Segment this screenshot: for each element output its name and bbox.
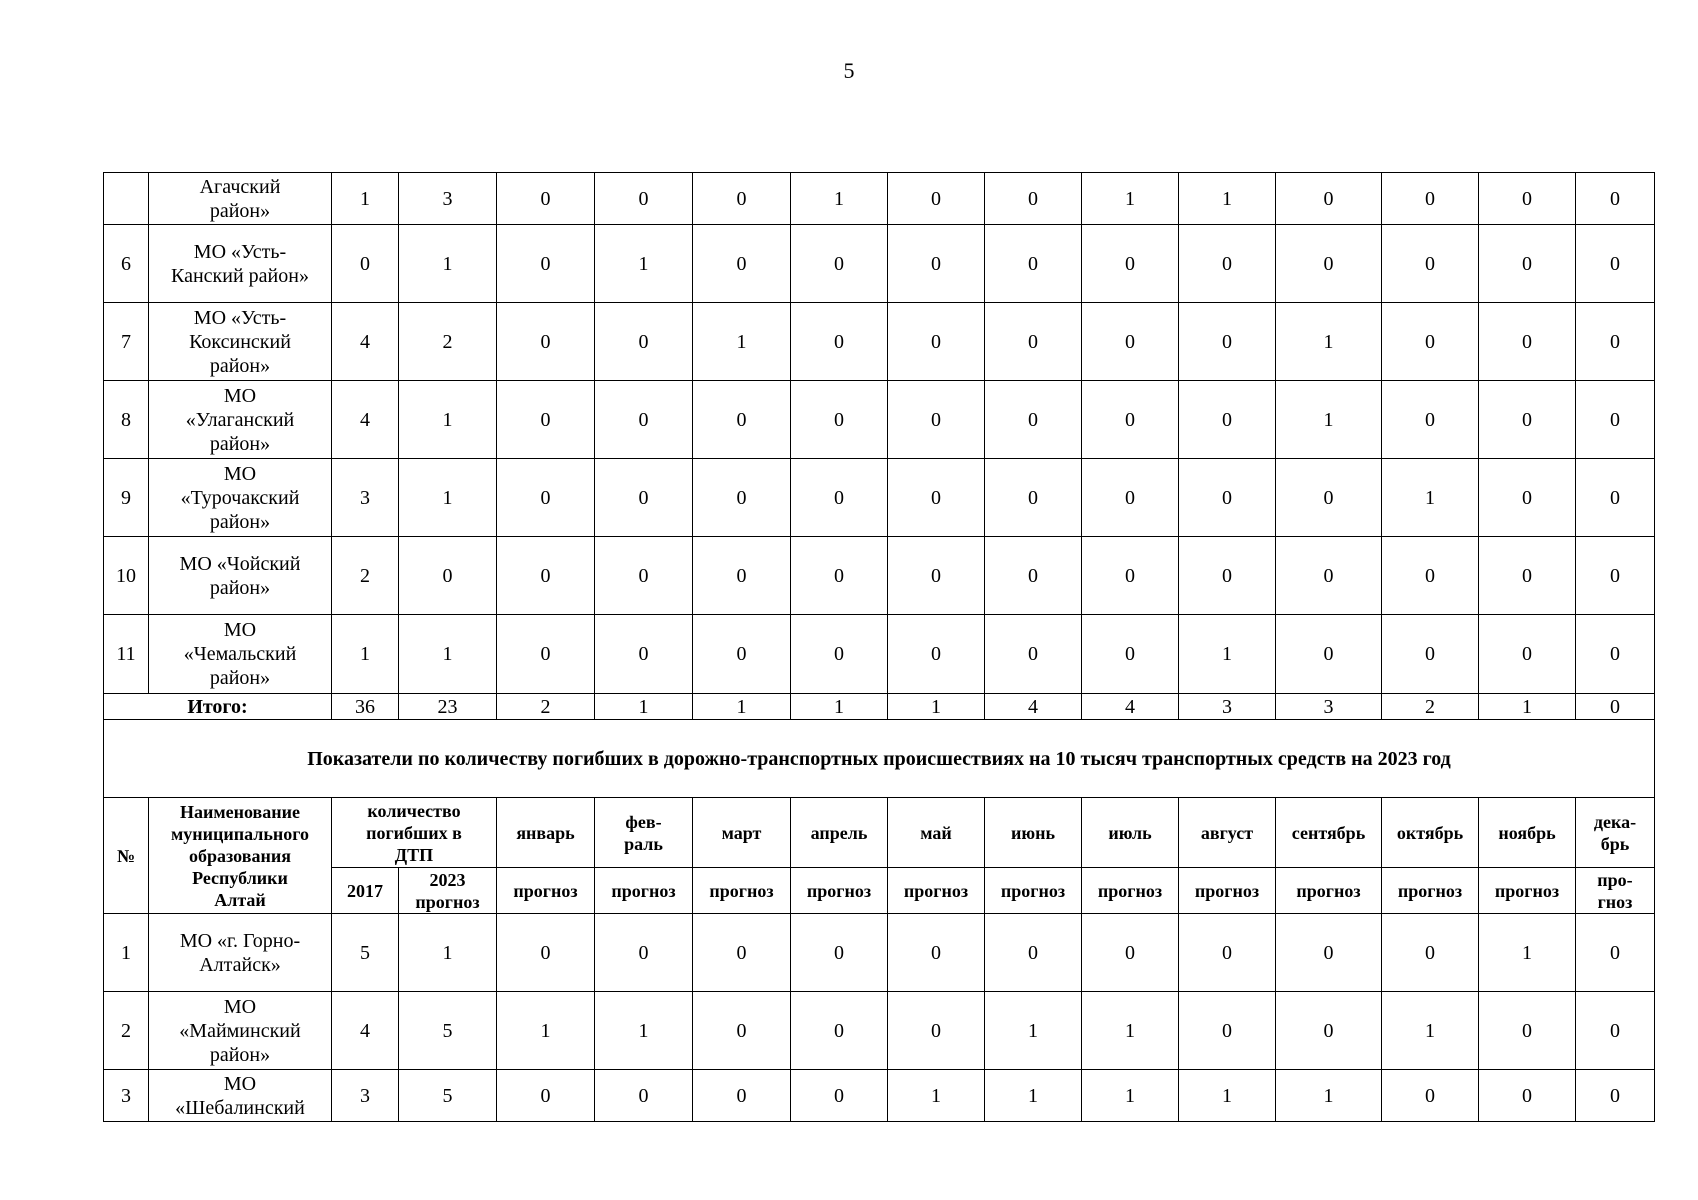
municipality-name-line: МО «г. Горно- (179, 929, 301, 952)
value-cell: 0 (1576, 537, 1655, 615)
header-month-line: октябрь (1396, 822, 1464, 843)
value-cell: 1 (497, 992, 595, 1070)
header-municipality-line: Наименование (180, 801, 300, 822)
value-cell: 1 (595, 992, 693, 1070)
total-value: 3 (1179, 694, 1276, 720)
header-forecast-line: про- (1597, 869, 1633, 890)
municipality-name-line: район» (209, 432, 271, 455)
municipality-name-line: МО «Усть- (193, 306, 287, 329)
header-year-2023-line: 2023 (429, 869, 466, 890)
value-cell: 1 (693, 303, 791, 381)
municipality-name (149, 459, 332, 537)
value-cell: 0 (1382, 1070, 1479, 1122)
value-cell: 1 (1382, 992, 1479, 1070)
value-cell: 0 (497, 225, 595, 303)
value-cell: 0 (1479, 173, 1576, 225)
total-value: 4 (1082, 694, 1179, 720)
header-month (985, 798, 1082, 868)
municipality-name-line: район» (209, 667, 271, 689)
value-cell: 0 (1479, 225, 1576, 303)
municipality-name-line: район» (209, 510, 271, 533)
section-title: Показатели по количеству погибших в дорожно-транспортных происшествиях на 10 тысяч транспортных средств на 2023 год (104, 720, 1655, 798)
value-cell: 0 (1179, 992, 1276, 1070)
value-cell: 0 (888, 225, 985, 303)
row-number: 7 (104, 303, 149, 381)
value-cell: 1 (1082, 992, 1179, 1070)
value-cell: 0 (1179, 459, 1276, 537)
value-cell: 0 (1382, 914, 1479, 992)
municipality-name (149, 303, 332, 381)
total-value: 0 (1576, 694, 1655, 720)
header-month (497, 798, 595, 868)
row-number: 2 (104, 992, 149, 1070)
value-cell: 1 (399, 914, 497, 992)
value-cell: 0 (888, 537, 985, 615)
value-cell: 0 (888, 303, 985, 381)
header-month-line: брь (1600, 833, 1630, 854)
header-deaths (332, 798, 497, 868)
municipality-name-line: «Чемальский (183, 643, 297, 665)
value-cell: 0 (1479, 303, 1576, 381)
value-cell: 5 (399, 992, 497, 1070)
value-cell: 0 (1179, 537, 1276, 615)
municipality-name-line: Канский район» (171, 264, 309, 287)
municipality-name (149, 992, 332, 1070)
value-cell: 0 (985, 303, 1082, 381)
header-forecast: прогноз (791, 868, 888, 914)
value-cell: 0 (1276, 173, 1382, 225)
municipality-name-line: МО «Чойский (179, 552, 301, 575)
header-municipality-line: Республики (192, 867, 288, 888)
header-forecast-line: гноз (1597, 891, 1633, 912)
value-cell: 0 (693, 459, 791, 537)
municipality-name-line: район» (209, 199, 271, 222)
value-cell: 0 (791, 381, 888, 459)
header-month-line: дека- (1593, 811, 1637, 832)
value-cell: 0 (1479, 537, 1576, 615)
value-cell: 0 (595, 459, 693, 537)
value-cell: 0 (595, 537, 693, 615)
value-cell: 1 (1179, 615, 1276, 694)
value-cell: 0 (399, 537, 497, 615)
municipality-name (149, 225, 332, 303)
header-municipality (149, 798, 332, 914)
value-cell: 0 (693, 992, 791, 1070)
municipality-name-line: Коксинский (189, 330, 291, 353)
value-cell: 0 (595, 173, 693, 225)
value-cell: 0 (985, 914, 1082, 992)
header-forecast: прогноз (595, 868, 693, 914)
header-forecast: прогноз (1479, 868, 1576, 914)
value-cell: 0 (888, 615, 985, 694)
value-cell: 0 (791, 459, 888, 537)
value-cell: 1 (1479, 914, 1576, 992)
value-cell: 0 (693, 173, 791, 225)
value-cell: 0 (332, 225, 399, 303)
header-month (791, 798, 888, 868)
header-subrow (104, 868, 1655, 914)
header-month (595, 798, 693, 868)
header-month-line: раль (624, 833, 663, 854)
value-cell: 0 (1382, 537, 1479, 615)
value-cell: 0 (1082, 381, 1179, 459)
header-forecast: прогноз (1082, 868, 1179, 914)
value-cell: 0 (1382, 225, 1479, 303)
value-cell: 0 (1082, 537, 1179, 615)
value-cell: 1 (791, 173, 888, 225)
total-row (104, 694, 1655, 720)
value-cell: 0 (985, 459, 1082, 537)
value-cell: 0 (791, 303, 888, 381)
header-forecast: прогноз (1276, 868, 1382, 914)
municipality-name-line: район» (209, 1043, 271, 1066)
value-cell: 0 (1276, 459, 1382, 537)
municipality-name (149, 173, 332, 225)
value-cell: 0 (1382, 173, 1479, 225)
value-cell: 0 (1276, 914, 1382, 992)
table-row (104, 381, 1655, 459)
value-cell: 0 (1479, 459, 1576, 537)
municipality-name-line: Алтайск» (199, 953, 281, 976)
value-cell: 0 (595, 1070, 693, 1122)
value-cell: 0 (888, 992, 985, 1070)
total-value: 2 (1382, 694, 1479, 720)
header-forecast: прогноз (888, 868, 985, 914)
municipality-name-line: Агачский (199, 175, 281, 198)
total-value: 1 (595, 694, 693, 720)
value-cell: 0 (1082, 914, 1179, 992)
value-cell: 0 (1576, 914, 1655, 992)
header-month-line: июнь (1010, 822, 1055, 843)
value-cell: 0 (888, 381, 985, 459)
value-cell: 0 (985, 173, 1082, 225)
value-cell: 0 (1576, 459, 1655, 537)
value-cell: 0 (888, 173, 985, 225)
municipality-name-line: «Шебалинский (175, 1096, 305, 1119)
value-cell: 1 (1179, 173, 1276, 225)
value-cell: 1 (595, 225, 693, 303)
table-row (104, 303, 1655, 381)
value-cell: 0 (985, 615, 1082, 694)
value-cell: 0 (1082, 615, 1179, 694)
value-cell: 0 (791, 1070, 888, 1122)
header-year-2023 (399, 868, 497, 914)
value-cell: 0 (1576, 173, 1655, 225)
value-cell: 0 (888, 914, 985, 992)
header-row (104, 798, 1655, 868)
value-cell: 0 (693, 537, 791, 615)
total-value: 4 (985, 694, 1082, 720)
value-cell: 1 (399, 225, 497, 303)
header-month-line: июль (1108, 822, 1152, 843)
total-value: 3 (1276, 694, 1382, 720)
value-cell: 1 (1276, 1070, 1382, 1122)
value-cell: 0 (497, 1070, 595, 1122)
value-cell: 0 (497, 303, 595, 381)
value-cell: 0 (497, 459, 595, 537)
municipality-name-line: МО (223, 462, 257, 485)
header-month (1479, 798, 1576, 868)
municipality-name-line: МО (223, 995, 257, 1018)
value-cell: 0 (888, 459, 985, 537)
header-number: № (104, 798, 149, 914)
statistics-table (103, 172, 1655, 1122)
value-cell: 1 (1179, 1070, 1276, 1122)
total-value: 36 (332, 694, 399, 720)
value-cell: 0 (1382, 381, 1479, 459)
row-number: 3 (104, 1070, 149, 1122)
header-forecast: прогноз (985, 868, 1082, 914)
value-cell: 1 (1382, 459, 1479, 537)
municipality-name-line: МО «Усть- (193, 240, 287, 263)
row-number: 11 (104, 615, 149, 694)
value-cell: 0 (791, 992, 888, 1070)
value-cell: 0 (1276, 992, 1382, 1070)
value-cell: 0 (985, 225, 1082, 303)
page-number: 5 (843, 58, 855, 83)
municipality-name (149, 537, 332, 615)
value-cell: 0 (693, 1070, 791, 1122)
row-number: 9 (104, 459, 149, 537)
value-cell: 1 (985, 992, 1082, 1070)
header-month-line: апрель (810, 822, 868, 843)
value-cell: 1 (1082, 173, 1179, 225)
total-value: 1 (888, 694, 985, 720)
municipality-name-line: МО (223, 1072, 257, 1095)
total-value: 2 (497, 694, 595, 720)
value-cell: 0 (791, 615, 888, 694)
municipality-name-line: МО (223, 384, 257, 407)
value-cell: 1 (399, 459, 497, 537)
header-month (1276, 798, 1382, 868)
table-row (104, 992, 1655, 1070)
municipality-name (149, 381, 332, 459)
header-municipality-line: Алтай (214, 889, 266, 910)
value-cell: 0 (595, 914, 693, 992)
row-number: 10 (104, 537, 149, 615)
value-cell: 1 (399, 615, 497, 694)
value-cell: 1 (1082, 1070, 1179, 1122)
table-row (104, 225, 1655, 303)
value-cell: 0 (595, 381, 693, 459)
value-cell: 0 (1479, 615, 1576, 694)
total-value: 1 (791, 694, 888, 720)
value-cell: 1 (888, 1070, 985, 1122)
value-cell: 1 (1276, 381, 1382, 459)
header-month (1576, 798, 1655, 868)
value-cell: 0 (1576, 381, 1655, 459)
value-cell: 0 (1576, 303, 1655, 381)
header-forecast: прогноз (1382, 868, 1479, 914)
header-forecast: прогноз (693, 868, 791, 914)
header-forecast (1576, 868, 1655, 914)
header-month-line: сентябрь (1291, 822, 1366, 843)
value-cell: 0 (595, 303, 693, 381)
header-month-line: май (920, 822, 952, 843)
value-cell: 0 (1276, 537, 1382, 615)
header-month (1179, 798, 1276, 868)
section-title-row (104, 720, 1655, 798)
header-forecast: прогноз (497, 868, 595, 914)
value-cell: 3 (332, 1070, 399, 1122)
header-municipality-line: образования (189, 845, 291, 866)
total-label: Итого: (104, 694, 332, 720)
table-row (104, 914, 1655, 992)
municipality-name (149, 615, 332, 694)
municipality-name-line: «Майминский (179, 1019, 301, 1042)
row-number: 6 (104, 225, 149, 303)
value-cell: 0 (1276, 225, 1382, 303)
municipality-name (149, 1070, 332, 1122)
value-cell: 0 (1179, 225, 1276, 303)
header-year-2023-line: прогноз (415, 891, 480, 912)
value-cell: 3 (332, 459, 399, 537)
value-cell: 4 (332, 381, 399, 459)
value-cell: 0 (791, 225, 888, 303)
value-cell: 1 (985, 1070, 1082, 1122)
header-deaths-line: количество (367, 800, 461, 821)
row-number: 1 (104, 914, 149, 992)
value-cell: 4 (332, 303, 399, 381)
value-cell: 0 (1479, 992, 1576, 1070)
value-cell: 0 (1179, 914, 1276, 992)
value-cell: 0 (1576, 615, 1655, 694)
header-month-line: март (721, 822, 762, 843)
municipality-name (149, 914, 332, 992)
value-cell: 0 (1576, 992, 1655, 1070)
municipality-name-line: район» (209, 576, 271, 599)
value-cell: 5 (332, 914, 399, 992)
value-cell: 0 (1276, 615, 1382, 694)
value-cell: 0 (1382, 303, 1479, 381)
row-number: 8 (104, 381, 149, 459)
header-month-line: январь (516, 822, 575, 843)
value-cell: 0 (791, 537, 888, 615)
municipality-name-line: «Турочакский (180, 486, 300, 509)
value-cell: 0 (1179, 303, 1276, 381)
value-cell: 0 (1082, 225, 1179, 303)
value-cell: 0 (1179, 381, 1276, 459)
header-year-2017: 2017 (332, 868, 399, 914)
header-month (888, 798, 985, 868)
value-cell: 1 (399, 381, 497, 459)
municipality-name-line: МО (223, 619, 257, 641)
value-cell: 0 (1382, 615, 1479, 694)
value-cell: 0 (595, 615, 693, 694)
header-deaths-line: ДТП (394, 844, 434, 865)
total-value: 23 (399, 694, 497, 720)
header-municipality-line: муниципального (171, 823, 309, 844)
value-cell: 0 (693, 615, 791, 694)
value-cell: 0 (497, 615, 595, 694)
header-month-line: ноябрь (1498, 822, 1556, 843)
value-cell: 0 (791, 914, 888, 992)
value-cell: 1 (1276, 303, 1382, 381)
header-forecast: прогноз (1179, 868, 1276, 914)
value-cell: 2 (332, 537, 399, 615)
value-cell: 0 (693, 914, 791, 992)
value-cell: 0 (1576, 225, 1655, 303)
table-row (104, 173, 1655, 225)
value-cell: 0 (1082, 459, 1179, 537)
row-number (104, 173, 149, 225)
value-cell: 0 (497, 173, 595, 225)
value-cell: 0 (1576, 1070, 1655, 1122)
value-cell: 1 (332, 173, 399, 225)
value-cell: 0 (1479, 1070, 1576, 1122)
municipality-name-line: район» (209, 354, 271, 377)
municipality-name-line: «Улаганский (185, 408, 295, 431)
value-cell: 3 (399, 173, 497, 225)
value-cell: 4 (332, 992, 399, 1070)
value-cell: 0 (985, 381, 1082, 459)
table-row (104, 615, 1655, 694)
table-row (104, 1070, 1655, 1122)
value-cell: 0 (497, 914, 595, 992)
header-deaths-line: погибших в (366, 822, 462, 843)
value-cell: 5 (399, 1070, 497, 1122)
value-cell: 0 (985, 537, 1082, 615)
header-month (1382, 798, 1479, 868)
value-cell: 1 (332, 615, 399, 694)
header-month (693, 798, 791, 868)
value-cell: 0 (693, 225, 791, 303)
value-cell: 0 (1082, 303, 1179, 381)
table-row (104, 537, 1655, 615)
value-cell: 2 (399, 303, 497, 381)
header-month-line: фев- (625, 811, 662, 832)
value-cell: 0 (693, 381, 791, 459)
value-cell: 0 (497, 537, 595, 615)
total-value: 1 (693, 694, 791, 720)
value-cell: 0 (1479, 381, 1576, 459)
header-month (1082, 798, 1179, 868)
total-value: 1 (1479, 694, 1576, 720)
table-row (104, 459, 1655, 537)
header-month-line: август (1200, 822, 1254, 843)
value-cell: 0 (497, 381, 595, 459)
